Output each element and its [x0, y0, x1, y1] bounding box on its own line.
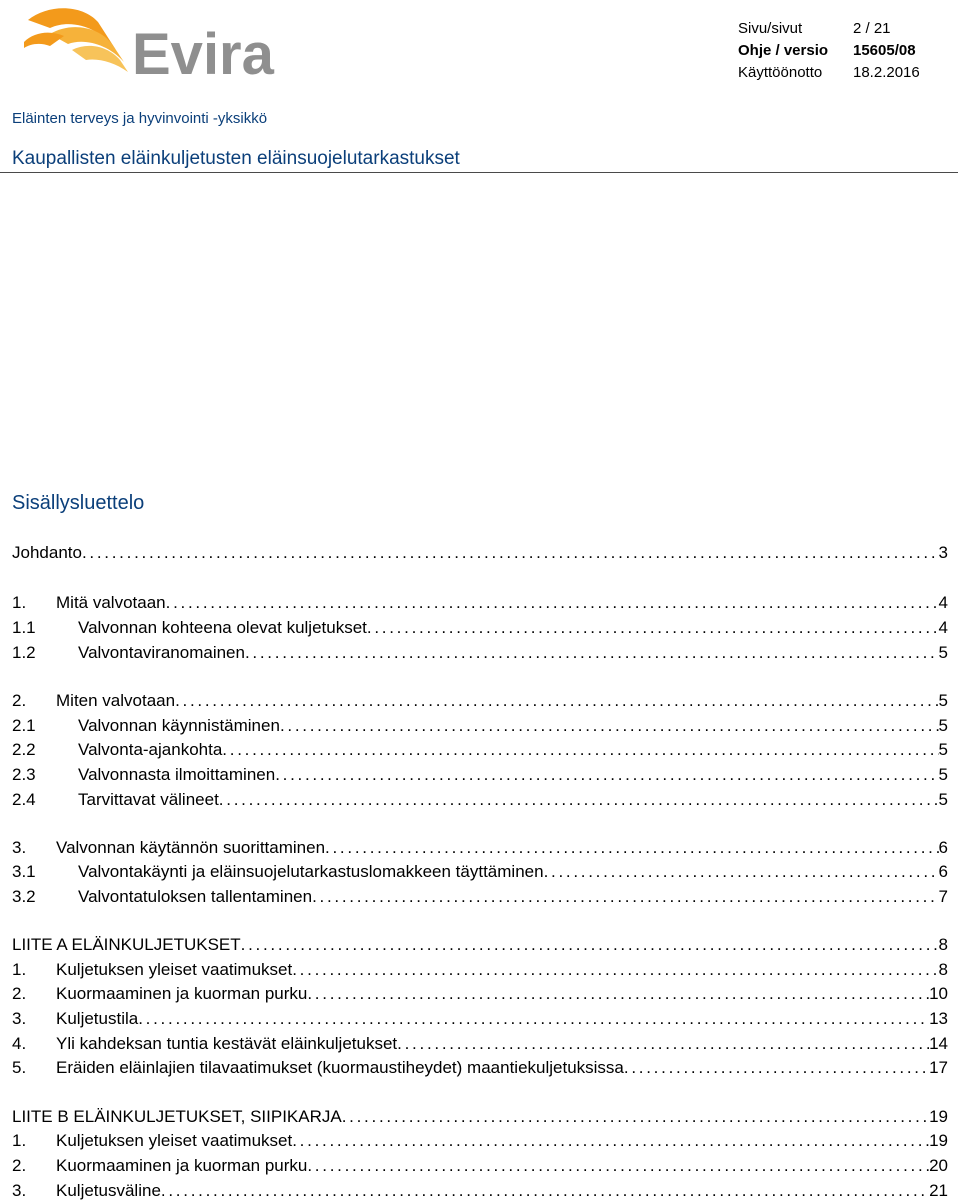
toc-heading: Sisällysluettelo — [12, 492, 145, 514]
toc-entry-page: 3 — [938, 543, 948, 562]
toc-entry-title: LIITE B ELÄINKULJETUKSET, SIIPIKARJA — [12, 1107, 342, 1126]
document-title: Kaupallisten eläinkuljetusten eläinsuojelutarkastukset — [12, 148, 460, 169]
toc-entry-number: 1.2 — [12, 643, 36, 662]
toc-entry-page: 19 — [929, 1107, 948, 1126]
toc-dot-leader — [222, 739, 938, 761]
toc-dot-leader — [166, 592, 939, 614]
toc-entry-page: 5 — [938, 790, 948, 809]
toc-entry-page: 4 — [938, 618, 948, 637]
toc-entry-page: 5 — [938, 643, 948, 662]
toc-entry-page: 7 — [938, 887, 948, 906]
meta-row — [738, 40, 920, 62]
toc-entry[interactable] — [12, 886, 948, 908]
meta-row — [738, 62, 920, 84]
toc-entry-number: 1. — [12, 960, 27, 979]
toc-entry[interactable] — [12, 1008, 948, 1030]
toc-entry-number: 1.1 — [12, 618, 36, 637]
toc-dot-leader — [280, 715, 939, 737]
toc-dot-leader — [342, 1106, 929, 1128]
toc-entry-number: 2. — [12, 691, 27, 710]
toc-entry[interactable] — [12, 983, 948, 1005]
toc-dot-leader — [219, 789, 939, 811]
meta-label: Ohje / versio — [738, 42, 829, 59]
meta-value: 2 / 21 — [853, 20, 891, 37]
meta-row — [738, 18, 920, 40]
toc-dot-leader — [82, 542, 939, 564]
toc-entry[interactable] — [12, 1130, 948, 1152]
toc-entry-page: 8 — [938, 960, 948, 979]
toc-entry[interactable] — [12, 959, 948, 981]
toc-entry-page: 5 — [938, 740, 948, 759]
evira-logo — [20, 2, 280, 84]
toc-entry[interactable] — [12, 1057, 948, 1079]
toc-entry[interactable] — [12, 764, 948, 786]
toc-entry-title: LIITE A ELÄINKULJETUKSET — [12, 935, 241, 954]
toc-entry-number: 2.4 — [12, 790, 36, 809]
toc-entry-title: Eräiden eläinlajien tilavaatimukset (kuormaustiheydet) maantiekuljetuksissa — [56, 1058, 624, 1077]
toc-entry-number: 3. — [12, 1009, 27, 1028]
toc-entry-page: 5 — [938, 765, 948, 784]
toc-entry[interactable] — [12, 789, 948, 811]
toc-entry-page: 6 — [938, 838, 948, 857]
toc-entry-title: Miten valvotaan — [56, 691, 176, 710]
toc-entry-title: Johdanto — [12, 543, 82, 562]
toc-entry-number: 3. — [12, 1181, 27, 1200]
toc-dot-leader — [175, 690, 938, 712]
toc-entry[interactable] — [12, 592, 948, 614]
toc-entry[interactable] — [12, 1033, 948, 1055]
toc-entry-title: Kuormaaminen ja kuorman purku — [56, 984, 308, 1003]
toc-entry-page: 8 — [938, 935, 948, 954]
toc-entry[interactable] — [12, 617, 948, 639]
meta-label: Sivu/sivut — [738, 20, 803, 37]
toc-entry-number: 3. — [12, 838, 27, 857]
meta-label: Käyttöönotto — [738, 64, 823, 81]
document-meta — [738, 18, 920, 84]
toc-entry-title: Valvonta-ajankohta — [78, 740, 223, 759]
meta-value: 15605/08 — [853, 42, 916, 59]
toc-entry-number: 2. — [12, 984, 27, 1003]
toc-entry-page: 14 — [929, 1034, 948, 1053]
toc-entry[interactable] — [12, 1155, 948, 1177]
toc-dot-leader — [292, 959, 938, 981]
toc-entry-title: Valvontaviranomainen — [78, 643, 245, 662]
toc-entry-page: 5 — [938, 716, 948, 735]
toc-entry-title: Valvonnan kohteena olevat kuljetukset — [78, 618, 367, 637]
toc-entry[interactable] — [12, 542, 948, 564]
toc-entry[interactable] — [12, 690, 948, 712]
toc-dot-leader — [292, 1130, 929, 1152]
toc-entry-number: 2.2 — [12, 740, 36, 759]
toc-entry-title: Kuljetuksen yleiset vaatimukset — [56, 1131, 293, 1150]
toc-dot-leader — [325, 837, 939, 859]
toc-entry-number: 2. — [12, 1156, 27, 1175]
toc-entry-page: 13 — [929, 1009, 948, 1028]
toc-entry-page: 20 — [929, 1156, 948, 1175]
toc-entry-title: Valvonnasta ilmoittaminen — [78, 765, 276, 784]
toc-entry-number: 2.3 — [12, 765, 36, 784]
toc-entry-number: 1. — [12, 593, 27, 612]
header-divider — [0, 172, 958, 173]
toc-entry-title: Valvonnan käytännön suorittaminen — [56, 838, 326, 857]
toc-entry-title: Kuljetustila — [56, 1009, 139, 1028]
toc-entry-page: 10 — [929, 984, 948, 1003]
toc-entry-page: 6 — [938, 862, 948, 881]
toc-entry-page: 19 — [929, 1131, 948, 1150]
organization-unit: Eläinten terveys ja hyvinvointi -yksikkö — [12, 110, 268, 127]
evira-flame-logo-icon — [20, 2, 280, 84]
toc-dot-leader — [307, 1155, 929, 1177]
toc-entry-title: Kuormaaminen ja kuorman purku — [56, 1156, 308, 1175]
toc-entry-title: Valvonnan käynnistäminen — [78, 716, 280, 735]
toc-dot-leader — [307, 983, 929, 1005]
toc-entry-number: 3.2 — [12, 887, 36, 906]
toc-dot-leader — [312, 886, 938, 908]
toc-dot-leader — [397, 1033, 929, 1055]
toc-entry-number: 5. — [12, 1058, 27, 1077]
toc-entry[interactable] — [12, 715, 948, 737]
toc-dot-leader — [544, 861, 939, 883]
toc-dot-leader — [624, 1057, 929, 1079]
toc-dot-leader — [241, 934, 939, 956]
toc-dot-leader — [161, 1180, 929, 1202]
toc-dot-leader — [275, 764, 938, 786]
toc-entry-title: Valvontakäynti ja eläinsuojelutarkastuslomakkeen täyttäminen — [78, 862, 544, 881]
toc-entry-page: 21 — [929, 1181, 948, 1200]
toc-entry-number: 2.1 — [12, 716, 36, 735]
toc-entry-title: Yli kahdeksan tuntia kestävät eläinkuljetukset — [56, 1034, 398, 1053]
toc-entry-title: Kuljetuksen yleiset vaatimukset — [56, 960, 293, 979]
toc-entry-page: 17 — [929, 1058, 948, 1077]
logo-wordmark: Evira — [132, 22, 274, 84]
toc-entry[interactable] — [12, 1106, 948, 1128]
toc-dot-leader — [245, 642, 939, 664]
toc-entry-number: 3.1 — [12, 862, 36, 881]
toc-entry[interactable] — [12, 934, 948, 956]
toc-entry-title: Tarvittavat välineet — [78, 790, 219, 809]
toc-entry-title: Kuljetusväline — [56, 1181, 161, 1200]
toc-entry-title: Mitä valvotaan — [56, 593, 166, 612]
toc-dot-leader — [138, 1008, 929, 1030]
toc-dot-leader — [367, 617, 939, 639]
meta-value: 18.2.2016 — [853, 64, 920, 81]
toc-entry[interactable] — [12, 739, 948, 761]
toc-entry[interactable] — [12, 837, 948, 859]
toc-entry[interactable] — [12, 642, 948, 664]
toc-entry-title: Valvontatuloksen tallentaminen — [78, 887, 313, 906]
toc-entry[interactable] — [12, 1180, 948, 1202]
toc-entry-number: 1. — [12, 1131, 27, 1150]
toc-entry[interactable] — [12, 861, 948, 883]
toc-entry-number: 4. — [12, 1034, 27, 1053]
toc-entry-page: 4 — [938, 593, 948, 612]
toc-entry-page: 5 — [938, 691, 948, 710]
